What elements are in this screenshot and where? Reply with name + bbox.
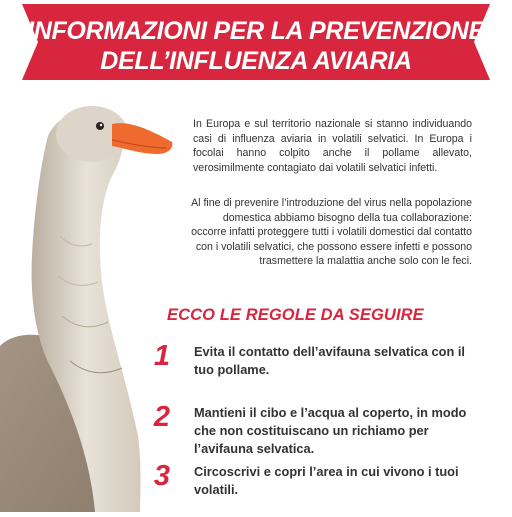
rule-text: Mantieni il cibo e l’acqua al coperto, in modo che non costituiscano un richiamo per l’avifauna selvatica.: [194, 405, 467, 456]
title-banner: [22, 4, 490, 86]
page-title-line2: DELL’INFLUENZA AVIARIA: [100, 47, 412, 75]
intro-paragraph-2: Al fine di prevenire l’introduzione del virus nella popolazione domestica abbiamo bisogno della tua collaborazione: occorre infatti proteggere tutti i volatili domestici dal contatto con i volatili selvatici, che possono essere infetti e possono trasmettere la malattia anche solo con le feci.: [191, 197, 472, 267]
rule-number: 1: [153, 340, 171, 372]
intro-paragraph-1: In Europa e sul territorio nazionale si stanno individuando casi di influenza aviaria in volatili selvatici. In Europa i focolai hanno colpito anche il pollame allevato, verosimilmente contagiato dai volatili selvatici infetti.: [193, 118, 472, 174]
goose-illustration: [0, 96, 200, 512]
rule-text: Circoscrivi e copri l’area in cui vivono i tuoi volatili.: [194, 464, 459, 497]
rule-text: Evita il contatto dell’avifauna selvatica con il tuo pollame.: [194, 344, 465, 377]
rule-number: 3: [153, 460, 171, 492]
page-title-line1: INFORMAZIONI PER LA PREVENZIONE: [27, 17, 485, 45]
rules-heading: ECCO LE REGOLE DA SEGUIRE: [167, 306, 424, 324]
page-title: [22, 16, 490, 76]
rule-number: 2: [153, 401, 171, 433]
